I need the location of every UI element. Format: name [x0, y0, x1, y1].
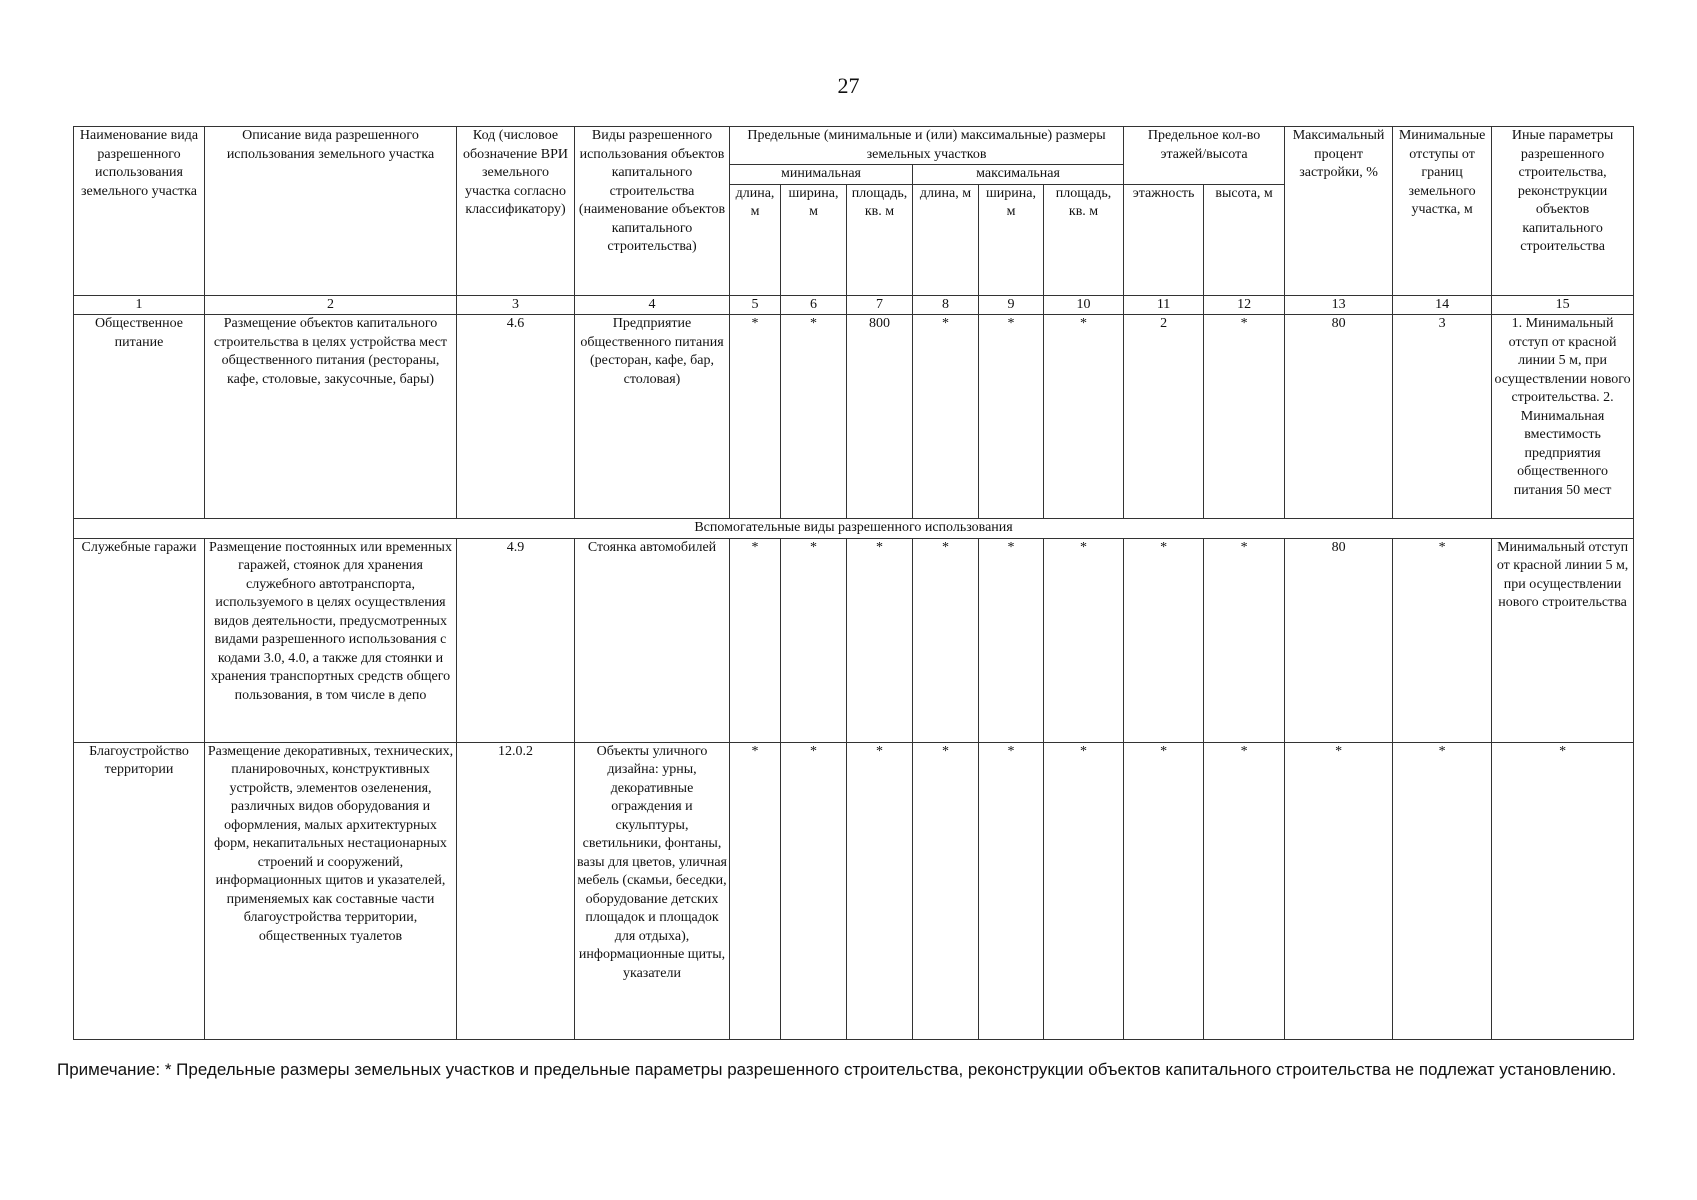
cell-max-width: * — [979, 742, 1044, 1039]
header-min-area: площадь, кв. м — [847, 184, 913, 295]
cell-floors: 2 — [1124, 315, 1204, 519]
column-number: 14 — [1393, 295, 1492, 315]
cell-min-length: * — [730, 538, 781, 742]
cell-objects: Стоянка автомобилей — [575, 538, 730, 742]
cell-max-length: * — [913, 315, 979, 519]
cell-other: Минимальный отступ от красной линии 5 м, при осуществлении нового строительства — [1492, 538, 1634, 742]
cell-code: 12.0.2 — [457, 742, 575, 1039]
cell-height: * — [1204, 742, 1285, 1039]
header-floors: этажность — [1124, 184, 1204, 295]
header-name: Наименование вида разрешенного использования земельного участка — [74, 127, 205, 296]
cell-setback: * — [1393, 742, 1492, 1039]
cell-max-width: * — [979, 315, 1044, 519]
cell-description: Размещение постоянных или временных гаражей, стоянок для хранения служебного автотранспорта, используемого в целях осуществления видов деятельности, предусмотренных видами разрешенного использования с кодами 3.0, 4.0, а также для стоянки и хранения транспортных средств общего пользования, в том числе в депо — [205, 538, 457, 742]
column-number: 8 — [913, 295, 979, 315]
cell-objects: Объекты уличного дизайна: урны, декоративные ограждения и скульптуры, светильники, фонтаны, вазы для цветов, уличная мебель (скамьи, беседки, оборудование детских площадок и площадок для отдыха), информационные щиты, указатели — [575, 742, 730, 1039]
header-max-percent: Максимальный процент застройки, % — [1285, 127, 1393, 296]
cell-min-width: * — [781, 315, 847, 519]
cell-objects: Предприятие общественного питания (ресторан, кафе, бар, столовая) — [575, 315, 730, 519]
header-description: Описание вида разрешенного использования земельного участка — [205, 127, 457, 296]
header-max-area: площадь, кв. м — [1044, 184, 1124, 295]
cell-other: * — [1492, 742, 1634, 1039]
page-number: 27 — [837, 73, 860, 98]
cell-max-area: * — [1044, 538, 1124, 742]
header-floors-height: Предельное кол-во этажей/высота — [1124, 127, 1285, 185]
column-number: 4 — [575, 295, 730, 315]
column-number-row — [74, 295, 1634, 315]
cell-max-percent: 80 — [1285, 315, 1393, 519]
column-number: 11 — [1124, 295, 1204, 315]
cell-code: 4.6 — [457, 315, 575, 519]
cell-max-length: * — [913, 742, 979, 1039]
cell-name: Служебные гаражи — [74, 538, 205, 742]
column-number: 12 — [1204, 295, 1285, 315]
header-code: Код (числовое обозначение ВРИ земельного участка согласно классификатору) — [457, 127, 575, 296]
cell-floors: * — [1124, 538, 1204, 742]
cell-setback: * — [1393, 538, 1492, 742]
header-object-types: Виды разрешенного использования объектов капитального строительства (наименование объектов капитального строительства) — [575, 127, 730, 296]
auxiliary-section-title: Вспомогательные виды разрешенного использования — [74, 519, 1634, 539]
table-row — [74, 538, 1634, 742]
header-minimal: минимальная — [730, 165, 913, 185]
header-min-setbacks: Минимальные отступы от границ земельного участка, м — [1393, 127, 1492, 296]
header-min-length: длина, м — [730, 184, 781, 295]
cell-min-area: 800 — [847, 315, 913, 519]
column-number: 7 — [847, 295, 913, 315]
header-row-1 — [74, 127, 1634, 165]
cell-floors: * — [1124, 742, 1204, 1039]
cell-name: Общественное питание — [74, 315, 205, 519]
regulations-table — [73, 126, 1634, 1040]
cell-other: 1. Минимальный отступ от красной линии 5 м, при осуществлении нового строительства. 2. Минимальная вместимость предприятия общественного питания 50 мест — [1492, 315, 1634, 519]
header-max-width: ширина, м — [979, 184, 1044, 295]
cell-name: Благоустройство территории — [74, 742, 205, 1039]
cell-max-percent: 80 — [1285, 538, 1393, 742]
cell-max-percent: * — [1285, 742, 1393, 1039]
header-maximal: максимальная — [913, 165, 1124, 185]
cell-max-width: * — [979, 538, 1044, 742]
cell-code: 4.9 — [457, 538, 575, 742]
cell-setback: 3 — [1393, 315, 1492, 519]
footnote: Примечание: * Предельные размеры земельных участков и предельные параметры разрешенного строительства, реконструкции объектов капитального строительства не подлежат установлению. — [57, 1060, 1617, 1079]
cell-min-width: * — [781, 742, 847, 1039]
table-row — [74, 315, 1634, 519]
cell-height: * — [1204, 315, 1285, 519]
header-other-params: Иные параметры разрешенного строительства, реконструкции объектов капитального строительства — [1492, 127, 1634, 296]
column-number: 10 — [1044, 295, 1124, 315]
cell-min-area: * — [847, 538, 913, 742]
column-number: 1 — [74, 295, 205, 315]
cell-min-width: * — [781, 538, 847, 742]
cell-min-area: * — [847, 742, 913, 1039]
header-max-length: длина, м — [913, 184, 979, 295]
column-number: 13 — [1285, 295, 1393, 315]
column-number: 6 — [781, 295, 847, 315]
column-number: 3 — [457, 295, 575, 315]
cell-min-length: * — [730, 315, 781, 519]
cell-description: Размещение декоративных, технических, планировочных, конструктивных устройств, элементов озеленения, различных видов оборудования и оформления, малых архитектурных форм, некапитальных нестационарных строений и сооружений, информационных щитов и указателей, применяемых как составные части благоустройства территории, общественных туалетов — [205, 742, 457, 1039]
header-limit-sizes: Предельные (минимальные и (или) максимальные) размеры земельных участков — [730, 127, 1124, 165]
column-number: 15 — [1492, 295, 1634, 315]
cell-min-length: * — [730, 742, 781, 1039]
column-number: 9 — [979, 295, 1044, 315]
cell-description: Размещение объектов капитального строительства в целях устройства мест общественного питания (рестораны, кафе, столовые, закусочные, бары) — [205, 315, 457, 519]
cell-height: * — [1204, 538, 1285, 742]
cell-max-area: * — [1044, 315, 1124, 519]
column-number: 5 — [730, 295, 781, 315]
auxiliary-section-row — [74, 519, 1634, 539]
table-row — [74, 742, 1634, 1039]
header-min-width: ширина, м — [781, 184, 847, 295]
header-height: высота, м — [1204, 184, 1285, 295]
cell-max-length: * — [913, 538, 979, 742]
column-number: 2 — [205, 295, 457, 315]
cell-max-area: * — [1044, 742, 1124, 1039]
